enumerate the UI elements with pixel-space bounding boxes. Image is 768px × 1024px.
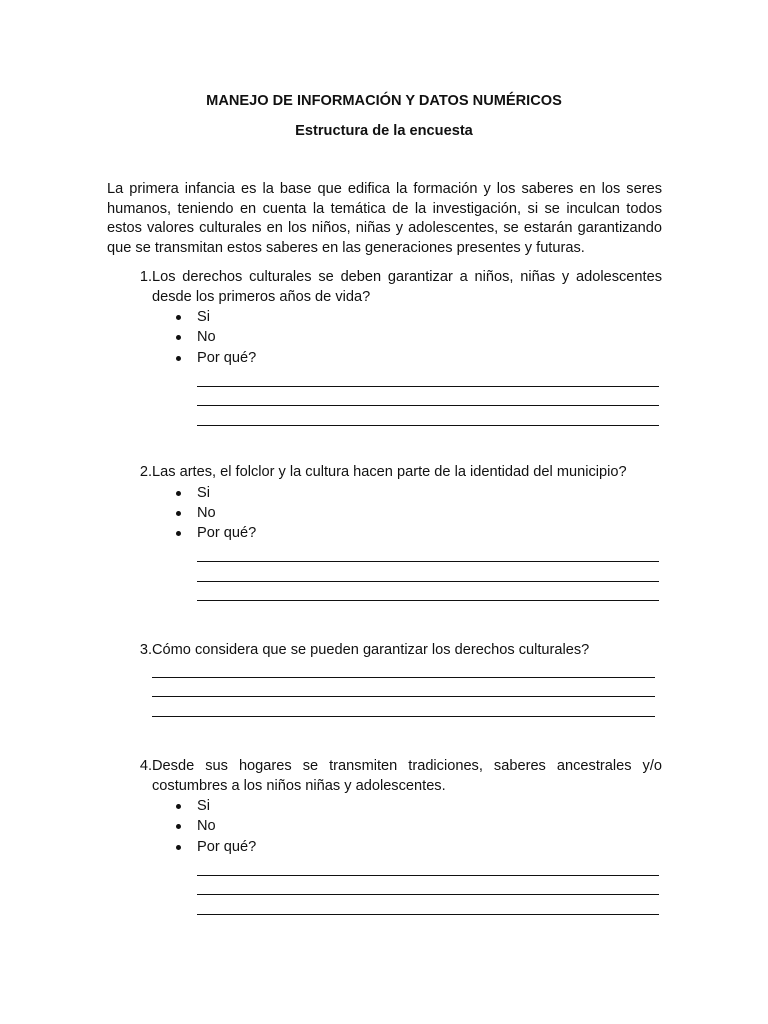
question-text: Las artes, el folclor y la cultura hacen parte de la identidad del municipio? xyxy=(152,464,627,480)
answer-line[interactable] xyxy=(152,664,655,684)
answer-line[interactable] xyxy=(197,412,659,432)
question-text: Los derechos culturales se deben garantizar a niños, niñas y adolescentes desde los primeros años de vida? xyxy=(152,269,662,305)
answer-line[interactable] xyxy=(152,703,655,723)
question-3 xyxy=(107,641,662,722)
option-si[interactable] xyxy=(107,307,662,327)
answer-line[interactable] xyxy=(197,901,659,921)
question-number: 3. xyxy=(139,642,152,658)
option-label: Por qué? xyxy=(197,525,257,542)
question-number: 4. xyxy=(139,758,152,774)
answer-line[interactable] xyxy=(197,587,659,607)
question-number: 1. xyxy=(139,269,152,285)
option-no[interactable] xyxy=(107,816,662,836)
question-1 xyxy=(107,268,662,431)
option-label: Por qué? xyxy=(197,838,257,855)
answer-line[interactable] xyxy=(197,392,659,412)
option-no[interactable] xyxy=(107,327,662,347)
option-label: Si xyxy=(197,309,210,325)
question-4 xyxy=(107,757,662,920)
document-subtitle: Estructura de la encuesta xyxy=(295,123,473,139)
answer-lines xyxy=(152,664,655,723)
option-label: Si xyxy=(197,798,210,814)
answer-line[interactable] xyxy=(197,373,659,393)
document-title: MANEJO DE INFORMACIÓN Y DATOS NUMÉRICOS xyxy=(206,93,562,109)
answer-line[interactable] xyxy=(197,881,659,901)
answer-line[interactable] xyxy=(197,548,659,568)
bullet-icon xyxy=(176,511,181,516)
answer-lines xyxy=(197,548,659,607)
bullet-icon xyxy=(176,315,181,320)
question-2 xyxy=(107,463,662,607)
option-por-que[interactable] xyxy=(107,837,662,857)
answer-line[interactable] xyxy=(197,862,659,882)
option-list xyxy=(107,796,662,857)
bullet-icon xyxy=(176,531,181,536)
answer-lines xyxy=(197,373,659,432)
bullet-icon xyxy=(176,491,181,496)
bullet-icon xyxy=(176,824,181,829)
option-label: Si xyxy=(197,484,210,501)
intro-paragraph: La primera infancia es la base que edifica la formación y los saberes en los seres humanos, teniendo en cuenta la temática de la investigación, si se inculcan todos estos valores culturales en los niños, niñas y adolescentes, se estarán garantizando que se transmitan estos saberes en las generaciones presentes y futuras. xyxy=(107,181,662,256)
question-text: Cómo considera que se pueden garantizar los derechos culturales? xyxy=(152,642,590,658)
option-list xyxy=(107,307,662,368)
option-label: No xyxy=(197,329,216,346)
option-list xyxy=(107,483,662,544)
option-si[interactable] xyxy=(107,796,662,816)
option-no[interactable] xyxy=(107,503,662,523)
option-por-que[interactable] xyxy=(107,348,662,368)
question-number: 2. xyxy=(139,464,152,480)
answer-lines xyxy=(197,862,659,921)
option-label: No xyxy=(197,818,216,835)
option-si[interactable] xyxy=(107,483,662,503)
answer-line[interactable] xyxy=(152,683,655,703)
answer-line[interactable] xyxy=(197,568,659,588)
option-label: No xyxy=(197,504,216,521)
bullet-icon xyxy=(176,804,181,809)
question-text: Desde sus hogares se transmiten tradiciones, saberes ancestrales y/o costumbres a los niños niñas y adolescentes. xyxy=(152,758,662,794)
option-label: Por qué? xyxy=(197,349,257,366)
bullet-icon xyxy=(176,845,181,850)
option-por-que[interactable] xyxy=(107,523,662,543)
bullet-icon xyxy=(176,335,181,340)
bullet-icon xyxy=(176,356,181,361)
